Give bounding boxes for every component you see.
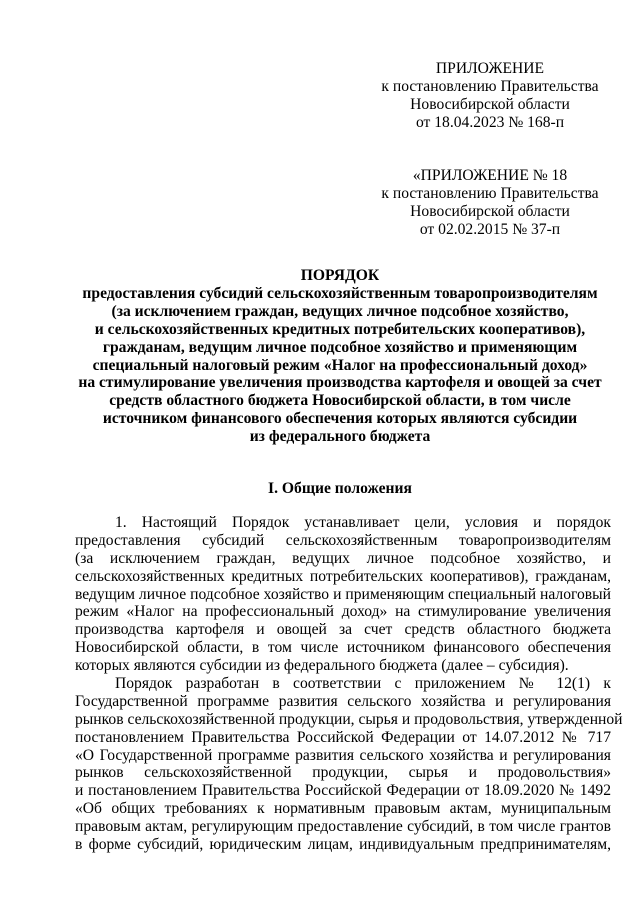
appendix-line: от 18.04.2023 № 168-п [415,113,565,131]
body-line: Порядок разработан в соответствии с приложением № 12(1) к [115,675,611,693]
title-line: средств областного бюджета Новосибирской области, в том числе [109,392,571,410]
appendix-line: к постановлению Правительства [381,184,599,202]
title-line: гражданам, ведущим личное подсобное хозяйство и применяющим [102,338,578,356]
body-line: сельскохозяйственных кредитных потребительских кооперативов), гражданам, [75,567,611,585]
body-line: предоставления субсидий сельскохозяйственным товаропроизводителям [75,531,611,549]
body-line: правовым актам, регулирующим предоставление субсидий, в том числе грантов [75,818,611,836]
body-line: ведущим личное подсобное хозяйство и применяющим специальный налоговый [75,585,611,603]
body-line: 1. Настоящий Порядок устанавливает цели, условия и порядок [115,514,611,531]
body-line: рынков сельскохозяйственной продукции, сырья и продовольствия, утвержденной [75,710,623,728]
title-line: источником финансового обеспечения которых являются субсидии [102,410,578,428]
body-line: (за исключением граждан, ведущих личное подсобное хозяйство, и [75,549,611,567]
body-line: рынков сельскохозяйственной продукции, сырья и продовольствия» [75,764,611,782]
appendix-line: Новосибирской области [410,95,570,113]
body-line: производства картофеля и овощей за счет средств областного бюджета [75,621,611,639]
body-line: Государственной программе развития сельского хозяйства и регулирования [75,692,611,710]
body-line: режим «Налог на профессиональный доход» на стимулирование увеличения [75,603,611,621]
appendix-line: Новосибирской области [410,202,570,220]
body-line: и постановлением Правительства Российской Федерации от 18.09.2020 № 1492 [75,782,611,800]
title-line: на стимулирование увеличения производства картофеля и овощей за счет [78,374,602,392]
body-line: которых являются субсидии из федерального бюджета (далее – субсидия). [75,657,569,675]
appendix-line: «ПРИЛОЖЕНИЕ № 18 [412,167,568,184]
title-heading: ПОРЯДОК [300,267,380,284]
body-line: постановлением Правительства Российской Федерации от 14.07.2012 № 717 [75,728,611,746]
document-title [60,267,620,446]
body-line: Новосибирской области, в том числе источником финансового обеспечения [75,639,611,657]
body-line: «О Государственной программе развития сельского хозяйства и регулирования [75,746,611,764]
title-line: (за исключением граждан, ведущих личное подсобное хозяйство, [111,302,569,320]
title-line: предоставления субсидий сельскохозяйственным товаропроизводителям [82,284,598,302]
section-body [75,514,623,854]
title-line: и сельскохозяйственных кредитных потребительских кооперативов), [94,320,586,338]
appendix-header-current [360,60,620,132]
title-line: из федерального бюджета [249,428,431,446]
appendix-line: ПРИЛОЖЕНИЕ [435,60,545,77]
appendix-line: к постановлению Правительства [381,77,599,95]
body-line: «Об общих требованиях к нормативным правовым актам, муниципальным [75,800,611,818]
section-heading: I. Общие положения [268,480,412,497]
appendix-header-original [360,167,620,239]
title-line: специальный налоговый режим «Налог на профессиональный доход» [92,356,588,374]
body-line: в форме субсидий, юридическим лицам, индивидуальным предпринимателям, [75,836,611,854]
appendix-line: от 02.02.2015 № 37-п [419,220,561,238]
